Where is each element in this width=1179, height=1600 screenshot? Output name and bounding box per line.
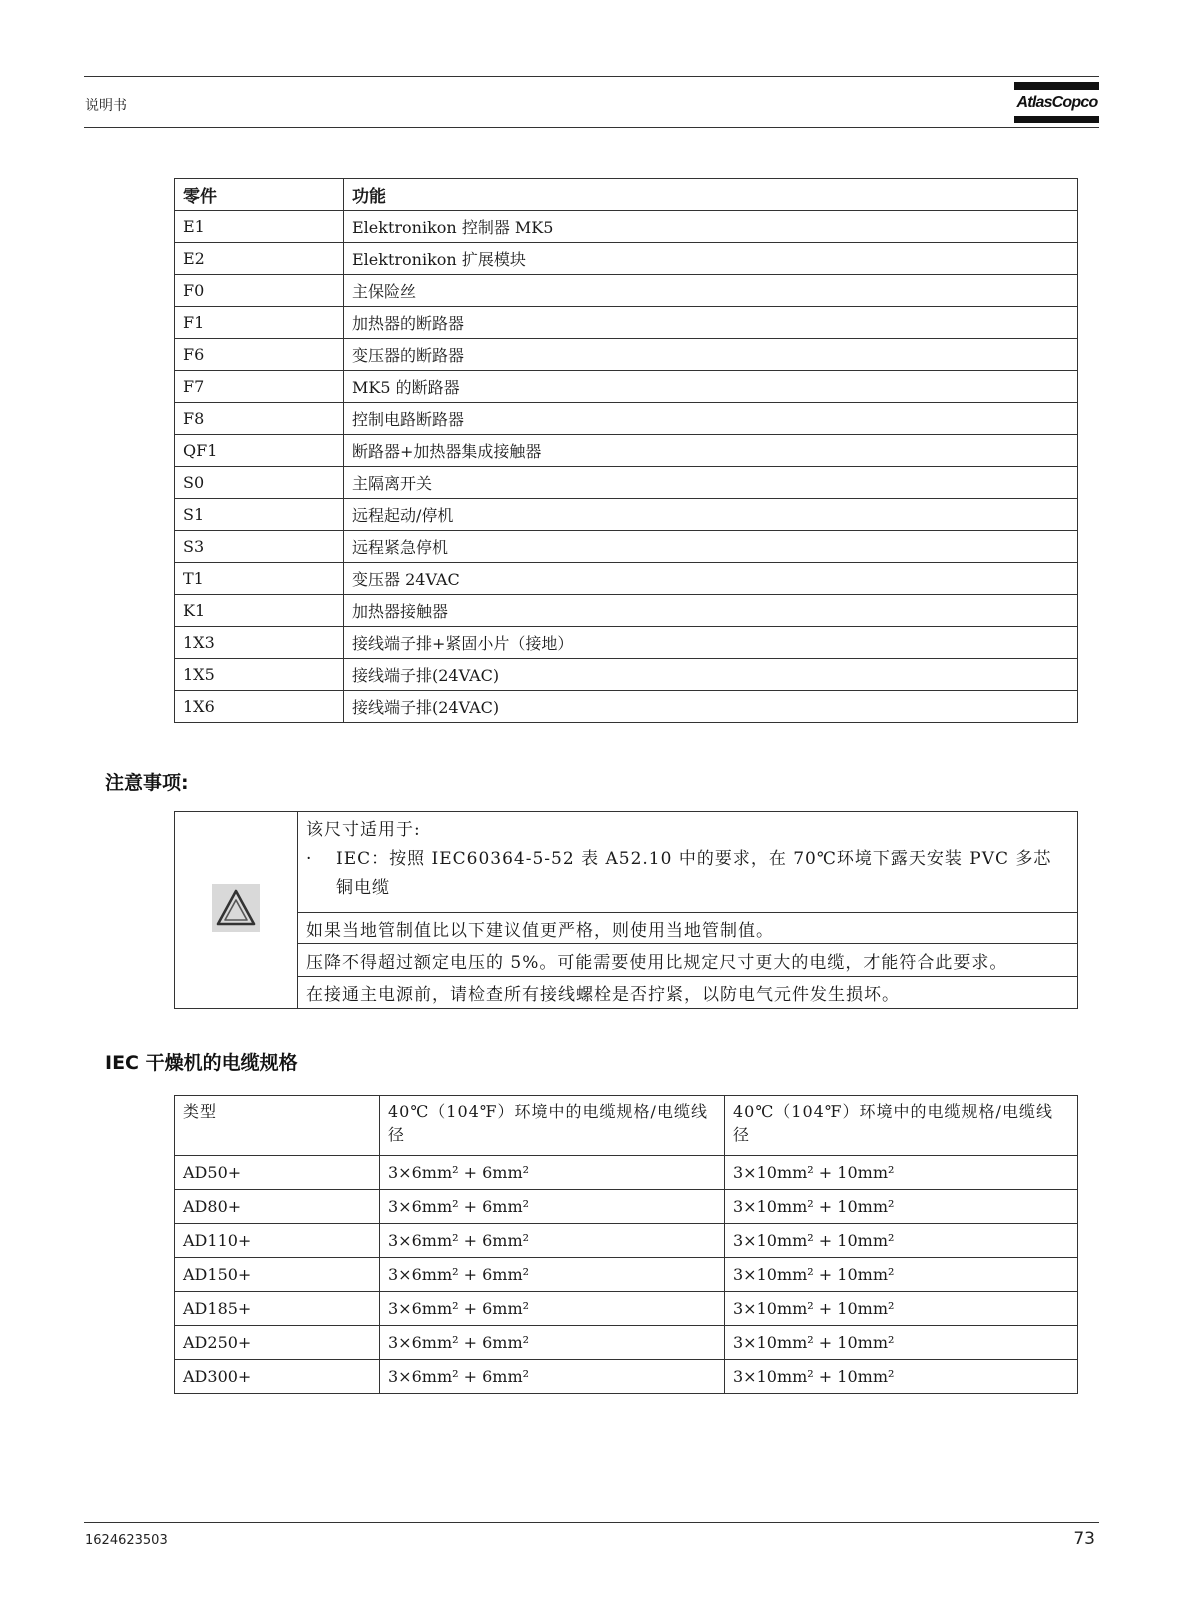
notes-row — [175, 812, 1078, 913]
header-type: 类型 — [175, 1096, 380, 1156]
part-code: T1 — [175, 563, 344, 595]
notes-row — [175, 944, 1078, 977]
part-function: 主保险丝 — [344, 275, 1078, 307]
notes-row — [175, 913, 1078, 944]
notes-bullet-text: IEC：按照 IEC60364-5-52 表 A52.10 中的要求，在 70℃环境下露天安装 PVC 多芯铜电缆 — [336, 849, 1052, 898]
cable-size-1: 3×6mm² + 6mm² — [380, 1292, 725, 1326]
notes-heading: 注意事项: — [105, 772, 189, 794]
part-code: 1X6 — [175, 691, 344, 723]
notes-tighten-bolts: 在接通主电源前，请检查所有接线螺栓是否拧紧，以防电气元件发生损坏。 — [298, 977, 1078, 1009]
part-code: K1 — [175, 595, 344, 627]
bullet-mark: · — [306, 849, 313, 869]
part-code: E1 — [175, 211, 344, 243]
table-row — [175, 1190, 1078, 1224]
part-function: 远程紧急停机 — [344, 531, 1078, 563]
table-row — [175, 403, 1078, 435]
notes-voltage-drop: 压降不得超过额定电压的 5%。可能需要使用比规定尺寸更大的电缆，才能符合此要求。 — [298, 944, 1078, 977]
part-code: S0 — [175, 467, 344, 499]
cable-size-2: 3×10mm² + 10mm² — [725, 1360, 1078, 1394]
cable-size-2: 3×10mm² + 10mm² — [725, 1292, 1078, 1326]
cable-size-2: 3×10mm² + 10mm² — [725, 1326, 1078, 1360]
table-row — [175, 1292, 1078, 1326]
notes-applicability-cell — [298, 812, 1078, 913]
part-function: 接线端子排(24VAC) — [344, 691, 1078, 723]
part-function: 加热器接触器 — [344, 595, 1078, 627]
cable-size-1: 3×6mm² + 6mm² — [380, 1224, 725, 1258]
header-rule-top — [84, 76, 1099, 77]
dryer-type: AD110+ — [175, 1224, 380, 1258]
table-row — [175, 307, 1078, 339]
part-code: F7 — [175, 371, 344, 403]
part-function: 接线端子排+紧固小片（接地） — [344, 627, 1078, 659]
part-function: 主隔离开关 — [344, 467, 1078, 499]
table-row — [175, 243, 1078, 275]
part-function: 断路器+加热器集成接触器 — [344, 435, 1078, 467]
cable-size-1: 3×6mm² + 6mm² — [380, 1360, 725, 1394]
table-row — [175, 531, 1078, 563]
dryer-type: AD185+ — [175, 1292, 380, 1326]
cable-size-1: 3×6mm² + 6mm² — [380, 1190, 725, 1224]
table-row — [175, 435, 1078, 467]
header-cable-spec-2: 40℃（104℉）环境中的电缆规格/电缆线径 — [725, 1096, 1078, 1156]
part-function: MK5 的断路器 — [344, 371, 1078, 403]
parts-table — [174, 178, 1078, 723]
cable-spec-heading: IEC 干燥机的电缆规格 — [105, 1052, 298, 1074]
notes-local-regulation: 如果当地管制值比以下建议值更严格，则使用当地管制值。 — [298, 913, 1078, 944]
part-function: 控制电路断路器 — [344, 403, 1078, 435]
dryer-type: AD250+ — [175, 1326, 380, 1360]
part-function: 变压器的断路器 — [344, 339, 1078, 371]
header-rule-bottom — [84, 127, 1099, 128]
table-row — [175, 467, 1078, 499]
logo-wordmark: AtlasCopco — [1016, 94, 1098, 111]
notes-intro: 该尺寸适用于: — [306, 820, 421, 840]
part-function: Elektronikon 扩展模块 — [344, 243, 1078, 275]
table-row — [175, 563, 1078, 595]
parts-table-header — [175, 179, 1078, 211]
table-row — [175, 1258, 1078, 1292]
part-code: QF1 — [175, 435, 344, 467]
part-code: 1X3 — [175, 627, 344, 659]
part-function: Elektronikon 控制器 MK5 — [344, 211, 1078, 243]
dryer-type: AD80+ — [175, 1190, 380, 1224]
part-code: F0 — [175, 275, 344, 307]
notes-table — [174, 811, 1078, 1009]
table-row — [175, 659, 1078, 691]
cable-size-2: 3×10mm² + 10mm² — [725, 1224, 1078, 1258]
header-part: 零件 — [175, 179, 344, 211]
part-code: S1 — [175, 499, 344, 531]
logo-bar-top — [1014, 82, 1099, 90]
part-function: 加热器的断路器 — [344, 307, 1078, 339]
part-code: S3 — [175, 531, 344, 563]
cable-size-1: 3×6mm² + 6mm² — [380, 1156, 725, 1190]
table-row — [175, 1360, 1078, 1394]
notes-row — [175, 977, 1078, 1009]
page-number: 73 — [1073, 1529, 1095, 1549]
cable-size-2: 3×10mm² + 10mm² — [725, 1190, 1078, 1224]
warning-icon-cell — [175, 812, 298, 1009]
part-code: 1X5 — [175, 659, 344, 691]
table-row — [175, 339, 1078, 371]
table-row — [175, 275, 1078, 307]
table-row — [175, 627, 1078, 659]
table-row — [175, 1224, 1078, 1258]
table-row — [175, 211, 1078, 243]
atlas-copco-logo — [1014, 82, 1099, 122]
cable-size-1: 3×6mm² + 6mm² — [380, 1326, 725, 1360]
table-row — [175, 691, 1078, 723]
part-code: E2 — [175, 243, 344, 275]
table-row — [175, 595, 1078, 627]
warning-triangle-icon — [212, 884, 260, 932]
part-function: 远程起动/停机 — [344, 499, 1078, 531]
notes-bullet-item — [306, 845, 1069, 903]
document-label: 说明书 — [85, 98, 127, 114]
table-row — [175, 1156, 1078, 1190]
part-code: F1 — [175, 307, 344, 339]
cable-spec-table — [174, 1095, 1078, 1394]
cable-size-2: 3×10mm² + 10mm² — [725, 1156, 1078, 1190]
logo-bar-bottom — [1014, 116, 1099, 123]
header-function: 功能 — [344, 179, 1078, 211]
dryer-type: AD50+ — [175, 1156, 380, 1190]
table-row — [175, 371, 1078, 403]
footer-rule — [84, 1522, 1099, 1523]
part-function: 接线端子排(24VAC) — [344, 659, 1078, 691]
cable-spec-header — [175, 1096, 1078, 1156]
dryer-type: AD300+ — [175, 1360, 380, 1394]
cable-size-1: 3×6mm² + 6mm² — [380, 1258, 725, 1292]
cable-size-2: 3×10mm² + 10mm² — [725, 1258, 1078, 1292]
header-cable-spec-1: 40℃（104℉）环境中的电缆规格/电缆线径 — [380, 1096, 725, 1156]
document-number: 1624623503 — [85, 1533, 168, 1548]
table-row — [175, 499, 1078, 531]
dryer-type: AD150+ — [175, 1258, 380, 1292]
part-code: F6 — [175, 339, 344, 371]
table-row — [175, 1326, 1078, 1360]
part-function: 变压器 24VAC — [344, 563, 1078, 595]
part-code: F8 — [175, 403, 344, 435]
